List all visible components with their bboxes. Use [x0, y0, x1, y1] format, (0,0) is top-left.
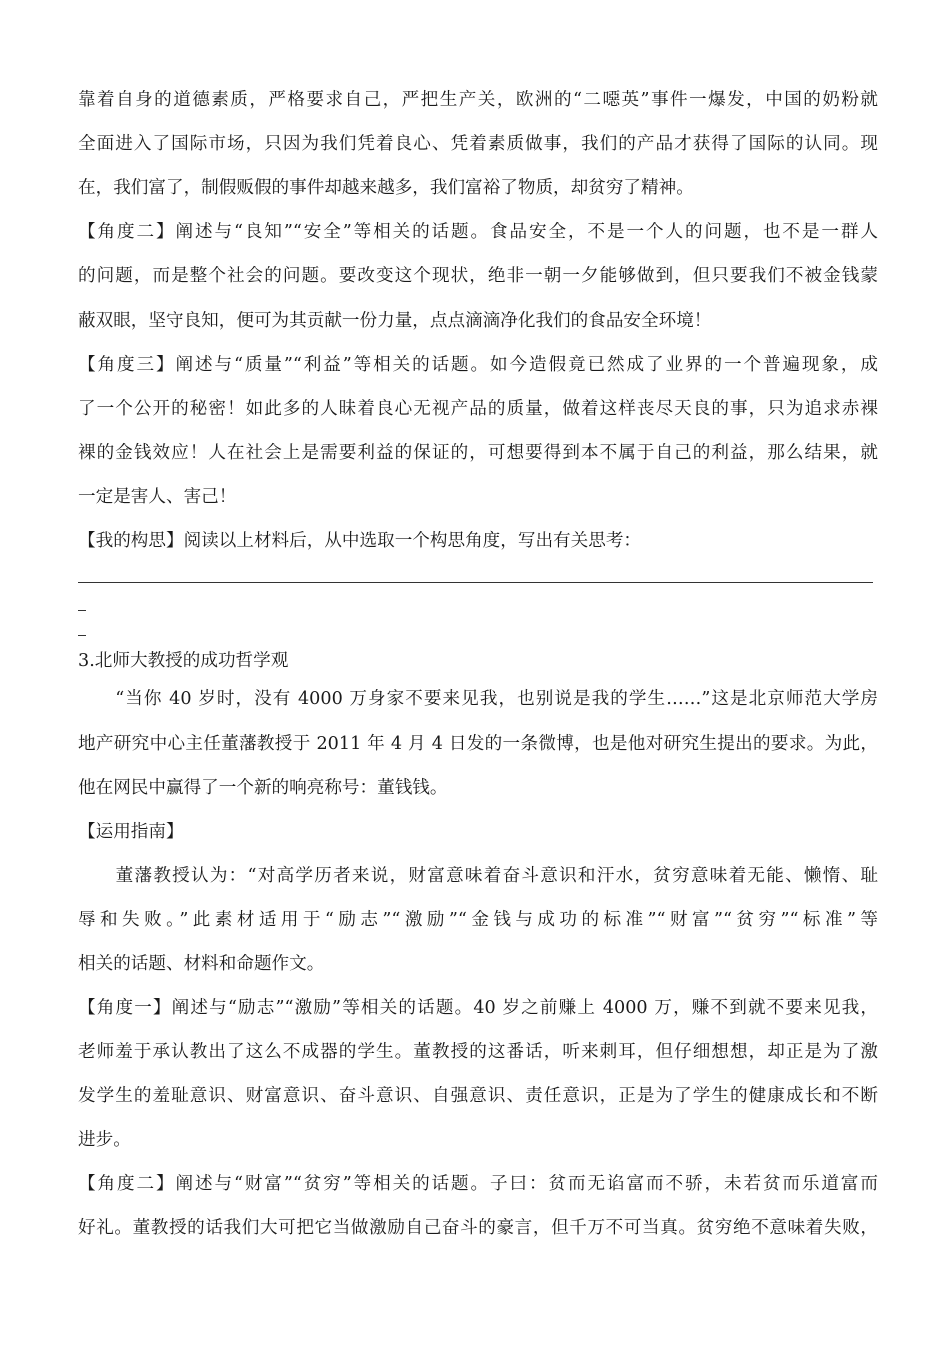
text-line: 地产研究中心主任董藩教授于 2011 年 4 月 4 日发的一条微博，也是他对研究生提出的要求。为此， — [78, 734, 878, 754]
answer-blank-mark — [78, 610, 86, 611]
text-line: 【角度三】阐述与“质量”“利益”等相关的话题。如今造假竟已然成了业界的一个普遍现象，成 — [78, 355, 878, 375]
text-line: 辱和失败。”此素材适用于“励志”“激励”“金钱与成功的标准”“财富”“贫穷”“标准”等 — [78, 910, 878, 930]
text-line: 在，我们富了，制假贩假的事件却越来越多，我们富裕了物质，却贫穷了精神。 — [78, 178, 694, 198]
text-line: 全面进入了国际市场，只因为我们凭着良心、凭着素质做事，我们的产品才获得了国际的认同。现 — [78, 134, 878, 154]
text-line: 好礼。董教授的话我们大可把它当做激励自己奋斗的豪言，但千万不可当真。贫穷绝不意味着失败， — [78, 1218, 878, 1238]
text-line: 【角度二】阐述与“良知”“安全”等相关的话题。食品安全，不是一个人的问题，也不是一群人 — [78, 222, 878, 242]
text-line: 【运用指南】 — [78, 822, 184, 842]
text-line: 蔽双眼，坚守良知，便可为其贡献一份力量，点点滴滴净化我们的食品安全环境！ — [78, 311, 712, 331]
text-line: 相关的话题、材料和命题作文。 — [78, 954, 325, 974]
answer-blank-line — [78, 582, 873, 583]
answer-blank-mark — [78, 635, 86, 636]
text-line: 【角度二】阐述与“财富”“贫穷”等相关的话题。子曰：贫而无谄富而不骄，未若贫而乐道富而 — [78, 1174, 878, 1194]
text-line: 的问题，而是整个社会的问题。要改变这个现状，绝非一朝一夕能够做到，但只要我们不被金钱蒙 — [78, 266, 878, 286]
text-line: 发学生的羞耻意识、财富意识、奋斗意识、自强意识、责任意识，正是为了学生的健康成长和不断 — [78, 1086, 878, 1106]
text-line: 一定是害人、害己！ — [78, 487, 237, 507]
text-line: 老师羞于承认教出了这么不成器的学生。董教授的这番话，听来刺耳，但仔细想想，却正是为了激 — [78, 1042, 878, 1062]
text-line: 董藩教授认为：“对高学历者来说，财富意味着奋斗意识和汗水，贫穷意味着无能、懒惰、耻 — [78, 866, 878, 886]
section-title: 3.北师大教授的成功哲学观 — [78, 651, 289, 671]
text-line: 他在网民中赢得了一个新的响亮称号：董钱钱。 — [78, 778, 448, 798]
text-line: 【角度一】阐述与“励志”“激励”等相关的话题。40 岁之前赚上 4000 万，赚不到就不要来见我， — [78, 998, 878, 1018]
text-line: 靠着自身的道德素质，严格要求自己，严把生产关，欧洲的“二噁英”事件一爆发，中国的奶粉就 — [78, 90, 878, 110]
text-line: 进步。 — [78, 1130, 131, 1150]
text-line: 了一个公开的秘密！如此多的人昧着良心无视产品的质量，做着这样丧尽天良的事，只为追求赤裸 — [78, 399, 878, 419]
text-line: “当你 40 岁时，没有 4000 万身家不要来见我，也别说是我的学生……”这是北京师范大学房 — [78, 689, 878, 709]
text-line: 【我的构思】阅读以上材料后，从中选取一个构思角度，写出有关思考： — [78, 531, 642, 551]
text-line: 裸的金钱效应！人在社会上是需要利益的保证的，可想要得到本不属于自己的利益，那么结果，就 — [78, 443, 878, 463]
